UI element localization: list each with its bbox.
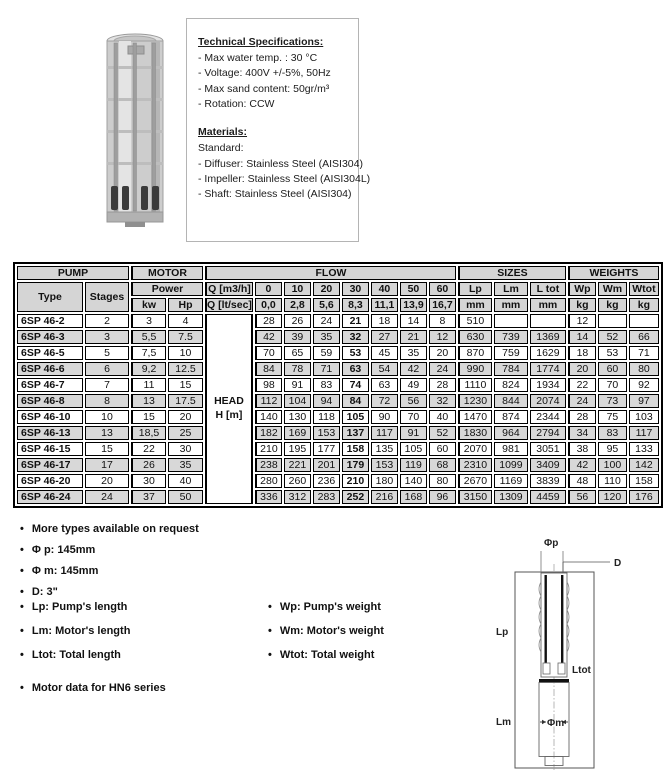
flow-value-cell: 18 bbox=[371, 314, 398, 328]
flow-value-cell: 24 bbox=[429, 362, 456, 376]
col-q-ltsec: Q [lt/sec] bbox=[207, 299, 252, 311]
size-value-cell: 1830 bbox=[458, 426, 492, 440]
flow-value-cell: 28 bbox=[429, 378, 456, 392]
weight-value-cell: 75 bbox=[598, 410, 627, 424]
weight-value-cell: 70 bbox=[598, 378, 627, 392]
size-value-cell: 2794 bbox=[530, 426, 566, 440]
size-value-cell: 3409 bbox=[530, 458, 566, 472]
flow-value-cell: 312 bbox=[284, 490, 311, 504]
pump-type-cell: 6SP 46-24 bbox=[17, 490, 83, 504]
kw-cell: 3 bbox=[131, 314, 166, 328]
size-value-cell: 784 bbox=[494, 362, 528, 376]
flow-value-cell: 112 bbox=[255, 394, 282, 408]
weight-value-cell: 42 bbox=[568, 458, 596, 472]
col-lm: Lm bbox=[494, 282, 528, 296]
flow-value-cell: 179 bbox=[342, 458, 369, 472]
flow-value-cell: 283 bbox=[313, 490, 340, 504]
flow-col-header: 50 bbox=[400, 282, 427, 296]
spacer bbox=[198, 112, 348, 125]
flow-value-cell: 80 bbox=[429, 474, 456, 488]
weight-unit: kg bbox=[568, 298, 596, 312]
stages-cell: 7 bbox=[85, 378, 129, 392]
material-item: - Diffuser: Stainless Steel (AISI304) bbox=[198, 157, 363, 170]
hp-cell: 7.5 bbox=[168, 330, 203, 344]
legend-item: • Ltot: Total length bbox=[20, 649, 268, 661]
pump-type-cell: 6SP 46-15 bbox=[17, 442, 83, 456]
flow-value-cell: 98 bbox=[255, 378, 282, 392]
flow-value-cell: 71 bbox=[313, 362, 340, 376]
flow-value-cell: 135 bbox=[371, 442, 398, 456]
size-value-cell: 1099 bbox=[494, 458, 528, 472]
flow-value-cell: 84 bbox=[342, 394, 369, 408]
flow-value-cell: 32 bbox=[342, 330, 369, 344]
flow-value-cell: 54 bbox=[371, 362, 398, 376]
flow-value-cell: 105 bbox=[342, 410, 369, 424]
weight-value-cell: 97 bbox=[629, 394, 659, 408]
flow-value-cell: 336 bbox=[255, 490, 282, 504]
note-item: • Φ p: 145mm bbox=[20, 544, 199, 556]
flow-value-cell: 21 bbox=[400, 330, 427, 344]
flow-value-cell: 39 bbox=[284, 330, 311, 344]
note-item: • D: 3" bbox=[20, 586, 199, 598]
pump-type-cell: 6SP 46-5 bbox=[17, 346, 83, 360]
flow-value-cell: 27 bbox=[371, 330, 398, 344]
flow-value-cell: 260 bbox=[284, 474, 311, 488]
table-row bbox=[17, 378, 659, 392]
flow-value-cell: 42 bbox=[400, 362, 427, 376]
size-value-cell: 2670 bbox=[458, 474, 492, 488]
table-row bbox=[17, 394, 659, 408]
size-value-cell: 1369 bbox=[530, 330, 566, 344]
flow-value-cell: 177 bbox=[313, 442, 340, 456]
diagram-label-ltot: Ltot bbox=[572, 665, 591, 676]
hp-cell: 17.5 bbox=[168, 394, 203, 408]
note-item: • Φ m: 145mm bbox=[20, 565, 199, 577]
size-value-cell: 964 bbox=[494, 426, 528, 440]
pump-data-table bbox=[13, 262, 663, 508]
diagram-label-d: D bbox=[614, 558, 622, 569]
weight-value-cell: 83 bbox=[598, 426, 627, 440]
flow-value-cell: 63 bbox=[342, 362, 369, 376]
table-row bbox=[17, 314, 659, 328]
stages-cell: 8 bbox=[85, 394, 129, 408]
weight-value-cell: 117 bbox=[629, 426, 659, 440]
size-value-cell: 739 bbox=[494, 330, 528, 344]
flow-value-cell: 12 bbox=[429, 330, 456, 344]
col-power: Power bbox=[131, 282, 203, 296]
material-item: - Impeller: Stainless Steel (AISI304L) bbox=[198, 172, 371, 185]
weight-value-cell: 142 bbox=[629, 458, 659, 472]
table-row bbox=[17, 426, 659, 440]
size-value-cell: 510 bbox=[458, 314, 492, 328]
flow-value-cell: 68 bbox=[429, 458, 456, 472]
group-sizes: SIZES bbox=[458, 266, 566, 280]
col-ltot: L tot bbox=[530, 282, 566, 296]
stages-cell: 5 bbox=[85, 346, 129, 360]
stages-cell: 6 bbox=[85, 362, 129, 376]
legend-item: • Lm: Motor's length bbox=[20, 625, 268, 637]
flow-value-cell: 158 bbox=[342, 442, 369, 456]
flow-value-cell: 63 bbox=[371, 378, 398, 392]
size-value-cell: 1774 bbox=[530, 362, 566, 376]
table-row bbox=[17, 442, 659, 456]
flow-value-cell: 130 bbox=[284, 410, 311, 424]
size-value-cell: 1470 bbox=[458, 410, 492, 424]
kw-cell: 13 bbox=[131, 394, 166, 408]
flow-value-cell: 105 bbox=[400, 442, 427, 456]
flow-value-cell: 96 bbox=[429, 490, 456, 504]
flow-value-cell: 210 bbox=[342, 474, 369, 488]
flow-value-cell: 26 bbox=[284, 314, 311, 328]
flow-value-cell: 42 bbox=[255, 330, 282, 344]
stages-cell: 15 bbox=[85, 442, 129, 456]
kw-cell: 18,5 bbox=[131, 426, 166, 440]
kw-cell: 22 bbox=[131, 442, 166, 456]
flow-value-cell: 78 bbox=[284, 362, 311, 376]
flow-value-cell: 104 bbox=[284, 394, 311, 408]
hp-cell: 20 bbox=[168, 410, 203, 424]
kw-cell: 15 bbox=[131, 410, 166, 424]
dimension-diagram bbox=[482, 522, 667, 772]
flow-value-cell: 140 bbox=[255, 410, 282, 424]
flow-value-cell: 140 bbox=[400, 474, 427, 488]
pump-type-cell: 6SP 46-3 bbox=[17, 330, 83, 344]
legend-item: • Wm: Motor's weight bbox=[268, 625, 384, 637]
kw-cell: 11 bbox=[131, 378, 166, 392]
flow-col-header: 30 bbox=[342, 282, 369, 296]
weight-value-cell bbox=[629, 314, 659, 328]
hp-cell: 10 bbox=[168, 346, 203, 360]
head-column-label bbox=[205, 314, 253, 504]
pump-type-cell: 6SP 46-6 bbox=[17, 362, 83, 376]
flow-value-cell: 49 bbox=[400, 378, 427, 392]
flow-value-cell: 24 bbox=[313, 314, 340, 328]
stages-cell: 17 bbox=[85, 458, 129, 472]
diagram-label-phi-m: Φm bbox=[547, 718, 565, 729]
flow-ltsec-header: 13,9 bbox=[400, 298, 427, 312]
stages-cell: 2 bbox=[85, 314, 129, 328]
hp-cell: 4 bbox=[168, 314, 203, 328]
kw-cell: 7,5 bbox=[131, 346, 166, 360]
pump-type-cell: 6SP 46-7 bbox=[17, 378, 83, 392]
size-unit: mm bbox=[458, 298, 492, 312]
weight-value-cell: 133 bbox=[629, 442, 659, 456]
flow-value-cell: 195 bbox=[284, 442, 311, 456]
col-type: Type bbox=[17, 282, 83, 312]
flow-value-cell: 221 bbox=[284, 458, 311, 472]
table-header-row bbox=[17, 282, 659, 296]
kw-cell: 5,5 bbox=[131, 330, 166, 344]
legend-lengths bbox=[20, 601, 268, 673]
materials-list bbox=[198, 157, 371, 203]
flow-col-header: 20 bbox=[313, 282, 340, 296]
flow-value-cell: 94 bbox=[313, 394, 340, 408]
motor-data-note: • Motor data for HN6 series bbox=[20, 682, 166, 694]
kw-cell: 9,2 bbox=[131, 362, 166, 376]
size-value-cell: 844 bbox=[494, 394, 528, 408]
stages-cell: 24 bbox=[85, 490, 129, 504]
flow-value-cell: 20 bbox=[429, 346, 456, 360]
weight-value-cell: 66 bbox=[629, 330, 659, 344]
flow-value-cell: 56 bbox=[400, 394, 427, 408]
size-value-cell: 2344 bbox=[530, 410, 566, 424]
flow-value-cell: 35 bbox=[313, 330, 340, 344]
size-value-cell: 3150 bbox=[458, 490, 492, 504]
flow-ltsec-header: 5,6 bbox=[313, 298, 340, 312]
weight-value-cell: 34 bbox=[568, 426, 596, 440]
flow-value-cell: 216 bbox=[371, 490, 398, 504]
flow-ltsec-header: 16,7 bbox=[429, 298, 456, 312]
size-value-cell: 4459 bbox=[530, 490, 566, 504]
hp-cell: 12.5 bbox=[168, 362, 203, 376]
col-lp: Lp bbox=[458, 282, 492, 296]
materials-standard-label: Standard: bbox=[198, 142, 244, 155]
tech-spec-item: - Max sand content: 50gr/m³ bbox=[198, 82, 330, 95]
size-value-cell: 3051 bbox=[530, 442, 566, 456]
size-value-cell: 1629 bbox=[530, 346, 566, 360]
table-row bbox=[17, 346, 659, 360]
stages-cell: 10 bbox=[85, 410, 129, 424]
flow-value-cell: 52 bbox=[429, 426, 456, 440]
flow-value-cell: 59 bbox=[313, 346, 340, 360]
flow-value-cell: 201 bbox=[313, 458, 340, 472]
pump-type-cell: 6SP 46-17 bbox=[17, 458, 83, 472]
flow-col-header: 60 bbox=[429, 282, 456, 296]
stages-cell: 13 bbox=[85, 426, 129, 440]
flow-ltsec-header: 8,3 bbox=[342, 298, 369, 312]
size-value-cell: 1230 bbox=[458, 394, 492, 408]
flow-value-cell: 252 bbox=[342, 490, 369, 504]
flow-col-header: 40 bbox=[371, 282, 398, 296]
weight-value-cell: 38 bbox=[568, 442, 596, 456]
weight-value-cell: 60 bbox=[598, 362, 627, 376]
tech-spec-item: - Voltage: 400V +/-5%, 50Hz bbox=[198, 67, 331, 80]
group-pump: PUMP bbox=[17, 266, 129, 280]
weight-value-cell: 92 bbox=[629, 378, 659, 392]
legend-notes bbox=[20, 601, 384, 673]
flow-value-cell: 90 bbox=[371, 410, 398, 424]
flow-col-header: 10 bbox=[284, 282, 311, 296]
flow-value-cell: 70 bbox=[255, 346, 282, 360]
flow-value-cell: 91 bbox=[284, 378, 311, 392]
size-value-cell: 990 bbox=[458, 362, 492, 376]
col-stages: Stages bbox=[85, 282, 129, 312]
weight-value-cell: 14 bbox=[568, 330, 596, 344]
tech-spec-item: - Max water temp. : 30 °C bbox=[198, 52, 318, 65]
weight-value-cell bbox=[598, 314, 627, 328]
weight-value-cell: 95 bbox=[598, 442, 627, 456]
flow-value-cell: 180 bbox=[371, 474, 398, 488]
flow-value-cell: 117 bbox=[371, 426, 398, 440]
flow-value-cell: 84 bbox=[255, 362, 282, 376]
flow-value-cell: 74 bbox=[342, 378, 369, 392]
weight-value-cell: 53 bbox=[598, 346, 627, 360]
hp-cell: 30 bbox=[168, 442, 203, 456]
hp-cell: 35 bbox=[168, 458, 203, 472]
head-label: HEAD bbox=[214, 395, 244, 408]
size-value-cell: 981 bbox=[494, 442, 528, 456]
flow-value-cell: 168 bbox=[400, 490, 427, 504]
size-value-cell: 3839 bbox=[530, 474, 566, 488]
hp-cell: 40 bbox=[168, 474, 203, 488]
flow-value-cell: 280 bbox=[255, 474, 282, 488]
size-value-cell: 1110 bbox=[458, 378, 492, 392]
col-q-m3h: Q [m3/h] bbox=[205, 282, 253, 296]
flow-value-cell: 60 bbox=[429, 442, 456, 456]
flow-value-cell: 182 bbox=[255, 426, 282, 440]
weight-value-cell: 22 bbox=[568, 378, 596, 392]
flow-value-cell: 28 bbox=[255, 314, 282, 328]
weight-value-cell: 120 bbox=[598, 490, 627, 504]
notes-top bbox=[20, 523, 199, 607]
flow-value-cell: 72 bbox=[371, 394, 398, 408]
col-wtot: Wtot bbox=[629, 282, 659, 296]
weight-value-cell: 18 bbox=[568, 346, 596, 360]
size-value-cell: 2074 bbox=[530, 394, 566, 408]
legend-item: • Lp: Pump's length bbox=[20, 601, 268, 613]
weight-value-cell: 176 bbox=[629, 490, 659, 504]
weight-value-cell: 24 bbox=[568, 394, 596, 408]
legend-item: • Wp: Pump's weight bbox=[268, 601, 384, 613]
legend-item: • Wtot: Total weight bbox=[268, 649, 384, 661]
stages-cell: 20 bbox=[85, 474, 129, 488]
weight-value-cell: 48 bbox=[568, 474, 596, 488]
size-value-cell: 1169 bbox=[494, 474, 528, 488]
weight-unit: kg bbox=[598, 298, 627, 312]
pump-photo bbox=[95, 28, 175, 228]
weight-value-cell: 20 bbox=[568, 362, 596, 376]
flow-col-header: 0 bbox=[255, 282, 282, 296]
size-value-cell bbox=[530, 314, 566, 328]
flow-value-cell: 45 bbox=[371, 346, 398, 360]
flow-value-cell: 35 bbox=[400, 346, 427, 360]
weight-value-cell: 103 bbox=[629, 410, 659, 424]
table-row bbox=[17, 474, 659, 488]
col-wp: Wp bbox=[568, 282, 596, 296]
flow-value-cell: 65 bbox=[284, 346, 311, 360]
kw-cell: 26 bbox=[131, 458, 166, 472]
weight-value-cell: 80 bbox=[629, 362, 659, 376]
flow-value-cell: 21 bbox=[342, 314, 369, 328]
table-row bbox=[17, 362, 659, 376]
size-value-cell: 824 bbox=[494, 378, 528, 392]
hp-cell: 25 bbox=[168, 426, 203, 440]
flow-value-cell: 210 bbox=[255, 442, 282, 456]
size-value-cell: 1309 bbox=[494, 490, 528, 504]
kw-cell: 37 bbox=[131, 490, 166, 504]
size-value-cell bbox=[494, 314, 528, 328]
flow-value-cell: 70 bbox=[400, 410, 427, 424]
weight-value-cell: 12 bbox=[568, 314, 596, 328]
pump-type-cell: 6SP 46-20 bbox=[17, 474, 83, 488]
flow-value-cell: 153 bbox=[313, 426, 340, 440]
size-unit: mm bbox=[494, 298, 528, 312]
size-value-cell: 630 bbox=[458, 330, 492, 344]
head-unit: H [m] bbox=[215, 409, 243, 421]
flow-ltsec-header: 2,8 bbox=[284, 298, 311, 312]
note-item: • More types available on request bbox=[20, 523, 199, 535]
weight-value-cell: 110 bbox=[598, 474, 627, 488]
weight-value-cell: 56 bbox=[568, 490, 596, 504]
size-value-cell: 870 bbox=[458, 346, 492, 360]
material-item: - Shaft: Stainless Steel (AISI304) bbox=[198, 187, 352, 200]
flow-value-cell: 53 bbox=[342, 346, 369, 360]
weight-value-cell: 100 bbox=[598, 458, 627, 472]
pump-type-cell: 6SP 46-2 bbox=[17, 314, 83, 328]
size-unit: mm bbox=[530, 298, 566, 312]
stages-cell: 3 bbox=[85, 330, 129, 344]
size-value-cell: 2310 bbox=[458, 458, 492, 472]
materials-title: Materials: bbox=[198, 126, 248, 139]
kw-cell: 30 bbox=[131, 474, 166, 488]
table-row bbox=[17, 330, 659, 344]
table-row bbox=[17, 490, 659, 504]
col-wm: Wm bbox=[598, 282, 627, 296]
flow-value-cell: 8 bbox=[429, 314, 456, 328]
diagram-label-lp: Lp bbox=[496, 627, 509, 638]
weight-value-cell: 28 bbox=[568, 410, 596, 424]
size-value-cell: 759 bbox=[494, 346, 528, 360]
group-motor: MOTOR bbox=[131, 266, 203, 280]
tech-specs-title: Technical Specifications: bbox=[198, 36, 324, 48]
size-value-cell: 874 bbox=[494, 410, 528, 424]
weight-value-cell: 52 bbox=[598, 330, 627, 344]
weight-value-cell: 73 bbox=[598, 394, 627, 408]
flow-ltsec-header: 11,1 bbox=[371, 298, 398, 312]
flow-value-cell: 236 bbox=[313, 474, 340, 488]
weight-value-cell: 71 bbox=[629, 346, 659, 360]
weight-unit: kg bbox=[629, 298, 659, 312]
weight-value-cell: 158 bbox=[629, 474, 659, 488]
pump-table-body bbox=[17, 314, 659, 504]
flow-value-cell: 119 bbox=[400, 458, 427, 472]
group-flow: FLOW bbox=[205, 266, 456, 280]
tech-spec-item: - Rotation: CCW bbox=[198, 97, 275, 110]
flow-value-cell: 137 bbox=[342, 426, 369, 440]
table-row bbox=[17, 458, 659, 472]
pump-type-cell: 6SP 46-13 bbox=[17, 426, 83, 440]
legend-weights bbox=[268, 601, 384, 673]
size-value-cell: 2070 bbox=[458, 442, 492, 456]
flow-value-cell: 83 bbox=[313, 378, 340, 392]
size-value-cell: 1934 bbox=[530, 378, 566, 392]
tech-specs-list bbox=[198, 51, 348, 112]
flow-value-cell: 40 bbox=[429, 410, 456, 424]
flow-value-cell: 14 bbox=[400, 314, 427, 328]
group-weights: WEIGHTS bbox=[568, 266, 659, 280]
spec-box bbox=[186, 18, 371, 242]
diagram-label-lm: Lm bbox=[496, 717, 511, 728]
table-group-row bbox=[17, 266, 659, 280]
col-hp: Hp bbox=[168, 298, 203, 312]
hp-cell: 15 bbox=[168, 378, 203, 392]
pump-type-cell: 6SP 46-8 bbox=[17, 394, 83, 408]
flow-value-cell: 91 bbox=[400, 426, 427, 440]
flow-value-cell: 238 bbox=[255, 458, 282, 472]
col-kw: kw bbox=[131, 298, 166, 312]
table-row bbox=[17, 410, 659, 424]
diagram-label-phi-p: Φp bbox=[544, 538, 559, 549]
pump-type-cell: 6SP 46-10 bbox=[17, 410, 83, 424]
flow-value-cell: 153 bbox=[371, 458, 398, 472]
flow-value-cell: 32 bbox=[429, 394, 456, 408]
hp-cell: 50 bbox=[168, 490, 203, 504]
flow-value-cell: 169 bbox=[284, 426, 311, 440]
flow-ltsec-header: 0,0 bbox=[255, 298, 282, 312]
flow-value-cell: 118 bbox=[313, 410, 340, 424]
